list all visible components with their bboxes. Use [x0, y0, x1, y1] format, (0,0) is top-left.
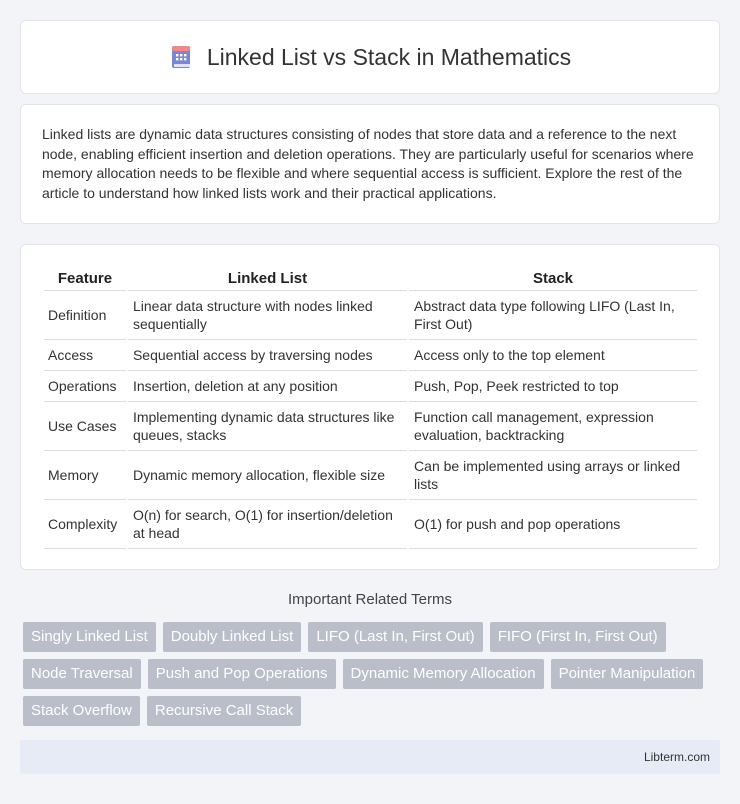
table-row	[44, 340, 697, 371]
table-row	[44, 402, 697, 451]
table-row	[44, 451, 697, 500]
header-card	[20, 20, 720, 94]
related-term-tag[interactable]: Push and Pop Operations	[148, 659, 336, 689]
feature-cell: Operations	[44, 371, 126, 402]
table-row	[44, 371, 697, 402]
linked-list-cell: Linear data structure with nodes linked sequentially	[128, 291, 407, 340]
column-header: Linked List	[128, 266, 407, 291]
related-term-tag[interactable]: Singly Linked List	[23, 622, 156, 652]
feature-cell: Definition	[44, 291, 126, 340]
footer-brand-link[interactable]: Libterm.com	[643, 750, 710, 764]
linked-list-cell: Dynamic memory allocation, flexible size	[128, 451, 407, 500]
page-title: Linked List vs Stack in Mathematics	[206, 43, 572, 70]
linked-list-cell: Insertion, deletion at any position	[128, 371, 407, 402]
stack-cell: O(1) for push and pop operations	[409, 500, 697, 549]
table-header-row	[44, 266, 697, 291]
feature-cell: Access	[44, 340, 126, 371]
table-row	[44, 500, 697, 549]
comparison-table-card	[20, 244, 720, 570]
related-term-tag[interactable]: Dynamic Memory Allocation	[343, 659, 544, 689]
related-term-tag[interactable]: LIFO (Last In, First Out)	[308, 622, 482, 652]
intro-card	[20, 104, 720, 224]
feature-cell: Complexity	[44, 500, 126, 549]
related-terms-title: Important Related Terms	[288, 591, 452, 608]
stack-cell: Function call management, expression evaluation, backtracking	[409, 402, 697, 451]
stack-cell: Push, Pop, Peek restricted to top	[409, 371, 697, 402]
related-term-tag[interactable]: FIFO (First In, First Out)	[490, 622, 666, 652]
related-term-tag[interactable]: Doubly Linked List	[163, 622, 302, 652]
linked-list-cell: O(n) for search, O(1) for insertion/deletion at head	[128, 500, 407, 549]
related-term-tag[interactable]: Node Traversal	[23, 659, 141, 689]
related-term-tag[interactable]: Pointer Manipulation	[551, 659, 704, 689]
column-header: Feature	[44, 266, 126, 291]
stack-cell: Access only to the top element	[409, 340, 697, 371]
stack-cell: Abstract data type following LIFO (Last In, First Out)	[409, 291, 697, 340]
footer	[20, 740, 720, 774]
related-term-tag[interactable]: Recursive Call Stack	[147, 696, 301, 726]
linked-list-cell: Implementing dynamic data structures like queues, stacks	[128, 402, 407, 451]
related-term-tag[interactable]: Stack Overflow	[23, 696, 140, 726]
comparison-table	[42, 266, 699, 549]
related-terms-list	[23, 622, 723, 726]
stack-cell: Can be implemented using arrays or linked lists	[409, 451, 697, 500]
book-icon	[169, 44, 193, 70]
feature-cell: Use Cases	[44, 402, 126, 451]
column-header: Stack	[409, 266, 697, 291]
feature-cell: Memory	[44, 451, 126, 500]
linked-list-cell: Sequential access by traversing nodes	[128, 340, 407, 371]
intro-text: Linked lists are dynamic data structures consisting of nodes that store data and a reference to the next node, enabling efficient insertion and deletion operations. They are particularly useful for scenarios where memory allocation needs to be flexible and where sequential access is sufficient. Explore the rest of the article to understand how linked lists work and their practical applications.	[42, 126, 694, 201]
table-row	[44, 291, 697, 340]
